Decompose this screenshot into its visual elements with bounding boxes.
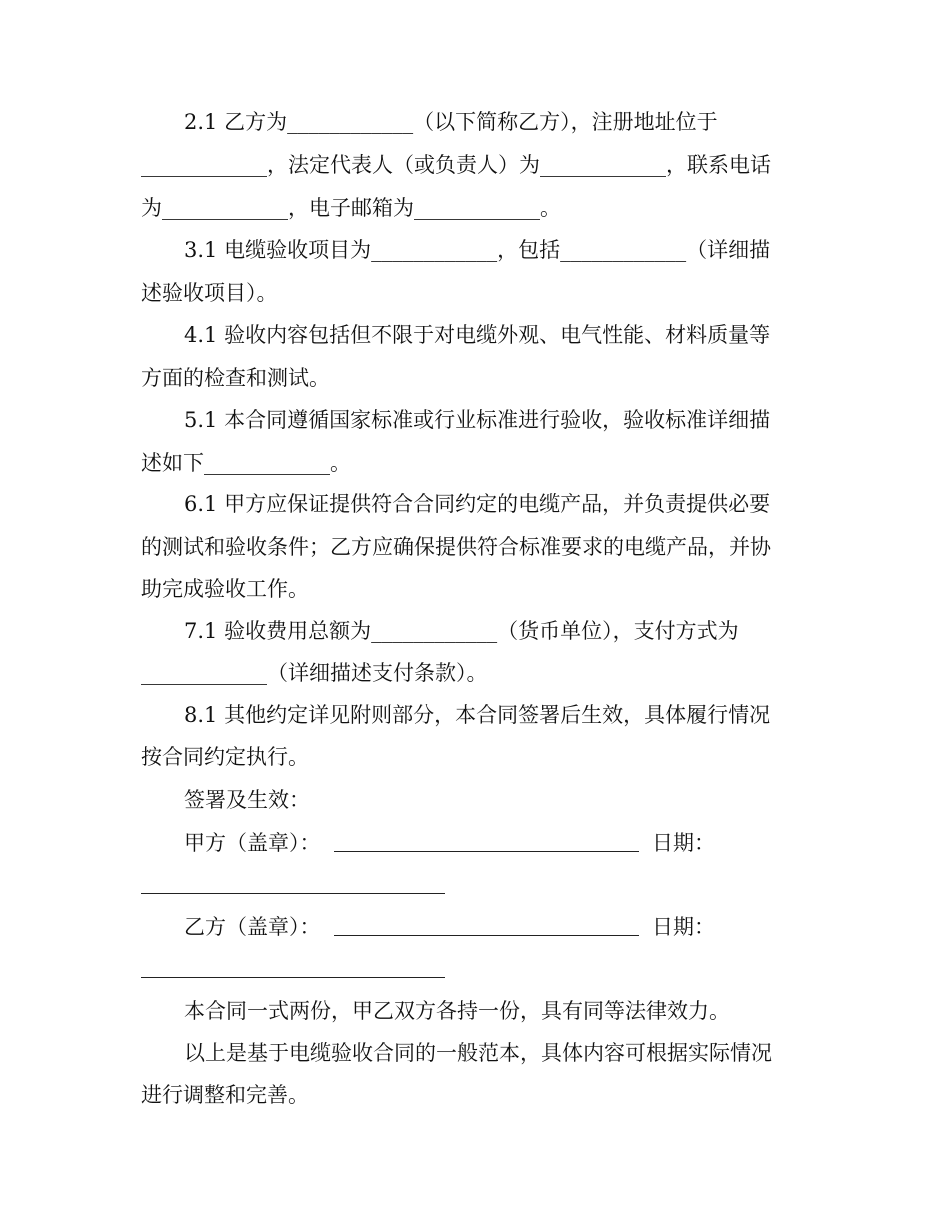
closing-note-line-1: 以上是基于电缆验收合同的一般范本，具体内容可根据实际情况 [184,1041,772,1065]
clause-8-1-line-2: 按合同约定执行。 [141,745,309,769]
party-b-seal-label: 乙方（盖章）： [184,915,321,939]
clause-6-1-line-2: 的测试和验收条件；乙方应确保提供符合标准要求的电缆产品，并协 [141,535,771,559]
clause-6-1-line-1: 6.1 甲方应保证提供符合合同约定的电缆产品，并负责提供必要 [184,492,771,516]
clause-4-1-line-1: 4.1 验收内容包括但不限于对电缆外观、电气性能、材料质量等 [184,323,771,347]
party-b-date-line [141,977,445,978]
clause-2-1-line-3: 为____________，电子邮箱为____________。 [141,196,561,220]
clause-2-1-line-2: ____________，法定代表人（或负责人）为____________，联系电话 [141,153,771,177]
clause-8-1-line-1: 8.1 其他约定详见附则部分，本合同签署后生效，具体履行情况 [184,703,771,727]
clause-6-1-line-3: 助完成验收工作。 [141,577,309,601]
clause-5-1-line-1: 5.1 本合同遵循国家标准或行业标准进行验收，验收标准详细描 [184,408,771,432]
party-b-date-label: 日期： [652,915,715,939]
party-a-date-label: 日期： [652,831,715,855]
party-a-signature-line [334,851,639,852]
clause-7-1-line-2: ____________（详细描述支付条款）。 [141,661,488,685]
closing-note-line-2: 进行调整和完善。 [141,1083,309,1107]
clause-3-1-line-1: 3.1 电缆验收项目为____________，包括____________（详细描 [184,238,771,262]
clause-5-1-line-2: 述如下____________。 [141,451,351,475]
clause-4-1-line-2: 方面的检查和测试。 [141,366,330,390]
signing-heading: 签署及生效： [184,788,310,812]
clause-2-1-line-1: 2.1 乙方为____________（以下简称乙方），注册地址位于 [184,110,718,134]
copies-statement: 本合同一式两份，甲乙双方各持一份，具有同等法律效力。 [184,999,730,1023]
party-a-seal-label: 甲方（盖章）： [184,831,321,855]
party-b-signature-line [334,935,639,936]
party-a-date-line [141,893,445,894]
clause-3-1-line-2: 述验收项目）。 [141,281,278,305]
clause-7-1-line-1: 7.1 验收费用总额为____________（货币单位），支付方式为 [184,619,739,643]
